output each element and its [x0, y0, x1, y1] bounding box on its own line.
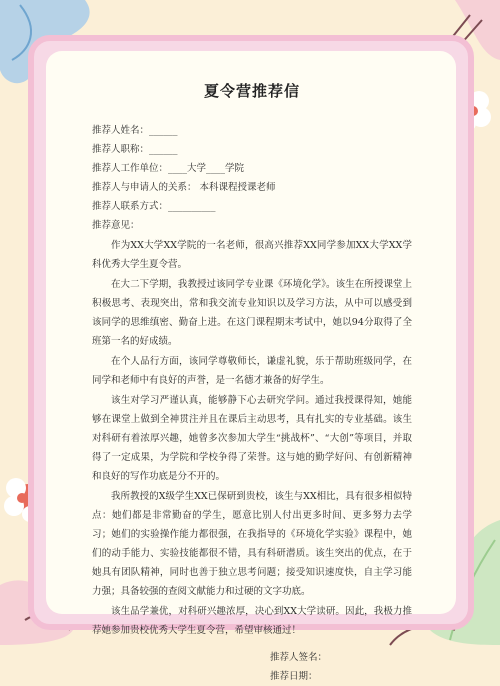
signature-line: 推荐人签名： — [270, 652, 328, 663]
recommender-contact-field: 推荐人联系方式：__________ — [92, 201, 216, 212]
recommendation-letter — [92, 80, 412, 686]
body-paragraph: 在个人品行方面，该同学尊敬师长，谦虚礼貌，乐于帮助班级同学，在同学和老师中有良好的声誉，是一名德才兼备的好学生。 — [92, 356, 412, 386]
recommender-name-field: 推荐人姓名：______ — [92, 125, 178, 136]
recommender-info — [92, 121, 412, 235]
letter-title: 夏令营推荐信 — [203, 82, 300, 100]
recommender-affiliation-field: 推荐人工作单位：____大学____学院 — [92, 163, 245, 174]
letter-body — [92, 236, 412, 640]
recommender-title-field: 推荐人职称：______ — [92, 144, 178, 155]
date-line: 推荐日期： — [270, 671, 318, 682]
body-paragraph: 作为XX大学XX学院的一名老师，很高兴推荐XX同学参加XX大学XX学科优秀大学生夏令营。 — [92, 240, 412, 270]
recommendation-opinion-label: 推荐意见： — [92, 220, 140, 231]
body-paragraph: 在大二下学期，我教授过该同学专业课《环境化学》。该生在所授课堂上积极思考、表现突出，常和我交流专业知识以及学习方法，从中可以感受到该同学的思维缜密、勤奋上进。在这门课程期末考试中，她以94分取得了全班第一名的好成绩。 — [92, 279, 412, 347]
body-paragraph: 我所教授的X级学生XX已保研到贵校，该生与XX相比，具有很多相似特点：她们都是非常勤奋的学生，愿意比别人付出更多时间、更多努力去学习；她们的实验操作能力都很强，在我指导的《环境化学实验》课程中，她们的动手能力、实验技能都很不错，具有科研潜质。该生突出的优点，在于她具有团队精神，同时也善于独立思考问题；接受知识速度快，自主学习能力强；具备较强的查阅文献能力和过硬的文字功底。 — [92, 491, 412, 597]
body-paragraph: 该生品学兼优，对科研兴趣浓厚，决心到XX大学读研。因此，我极力推荐她参加贵校优秀大学生夏令营，希望审核通过！ — [92, 606, 412, 636]
recommender-relationship-field: 推荐人与申请人的关系： 本科课程授课老师 — [92, 182, 276, 193]
body-paragraph: 该生对学习严谨认真，能够静下心去研究学问。通过我授课得知，她能够在课堂上做到全神贯注并且在课后主动思考，具有扎实的专业基础。该生对科研有着浓厚兴趣，她曾多次参加大学生“挑战杯”、“大创”等项目，并取得了一定成果，为学院和学校争得了荣誉。这与她的勤学好问、有创新精神和良好的写作功底是分不开的。 — [92, 395, 412, 482]
